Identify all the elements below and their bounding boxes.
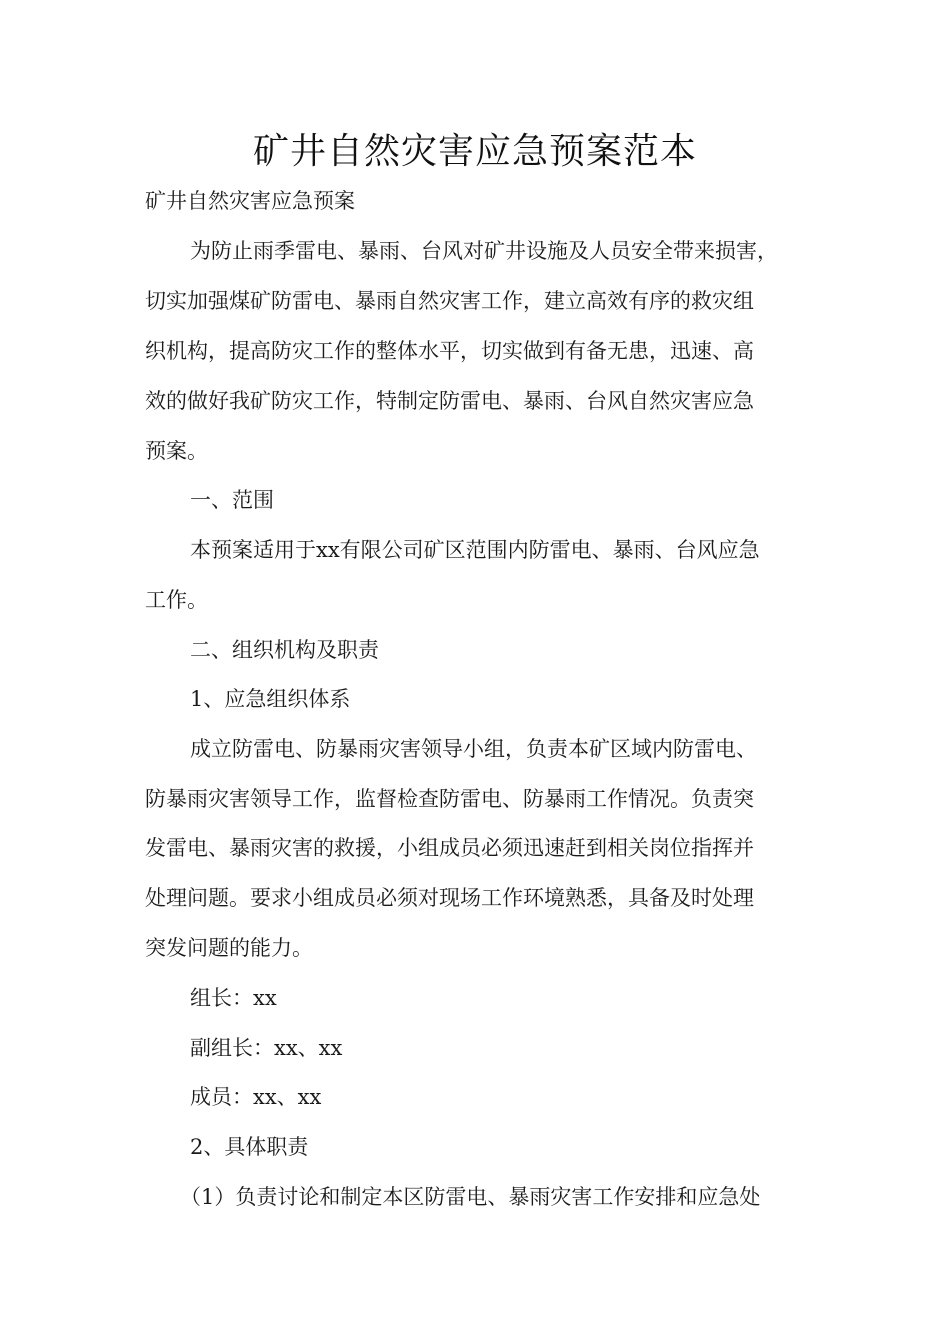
- section-heading: 一、范围: [190, 488, 274, 512]
- paragraph-line: 工作。: [145, 588, 208, 612]
- document-title: 矿井自然灾害应急预案范本: [252, 131, 697, 172]
- paragraph-line: 成立防雷电、防暴雨灾害领导小组，负责本矿区域内防雷电、: [190, 737, 757, 761]
- paragraph-line: 效的做好我矿防灾工作，特制定防雷电、暴雨、台风自然灾害应急: [145, 389, 754, 413]
- subsection-heading: 1、应急组织体系: [190, 687, 351, 711]
- paragraph-line: 预案。: [145, 439, 208, 463]
- paragraph-line: 为防止雨季雷电、暴雨、台风对矿井设施及人员安全带来损害，: [190, 239, 778, 263]
- paragraph-line: 织机构，提高防灾工作的整体水平，切实做到有备无患，迅速、高: [145, 339, 754, 363]
- subsection-heading: 2、具体职责: [190, 1135, 309, 1159]
- paragraph-line: 突发问题的能力。: [145, 936, 313, 960]
- member-deputy-leader: 副组长：xx、xx: [190, 1036, 343, 1060]
- paragraph-line: 切实加强煤矿防雷电、暴雨自然灾害工作，建立高效有序的救灾组: [145, 289, 754, 313]
- member-leader: 组长：xx: [190, 986, 277, 1010]
- paragraph-line: （1）负责讨论和制定本区防雷电、暴雨灾害工作安排和应急处: [180, 1185, 761, 1209]
- document-subtitle: 矿井自然灾害应急预案: [145, 189, 355, 213]
- paragraph-line: 发雷电、暴雨灾害的救援，小组成员必须迅速赶到相关岗位指挥并: [145, 836, 754, 860]
- section-heading: 二、组织机构及职责: [190, 638, 379, 662]
- paragraph-line: 处理问题。要求小组成员必须对现场工作环境熟悉，具备及时处理: [145, 886, 754, 910]
- member-list: 成员：xx、xx: [190, 1085, 322, 1109]
- paragraph-line: 本预案适用于xx有限公司矿区范围内防雷电、暴雨、台风应急: [190, 538, 760, 562]
- paragraph-line: 防暴雨灾害领导工作，监督检查防雷电、防暴雨工作情况。负责突: [145, 787, 754, 811]
